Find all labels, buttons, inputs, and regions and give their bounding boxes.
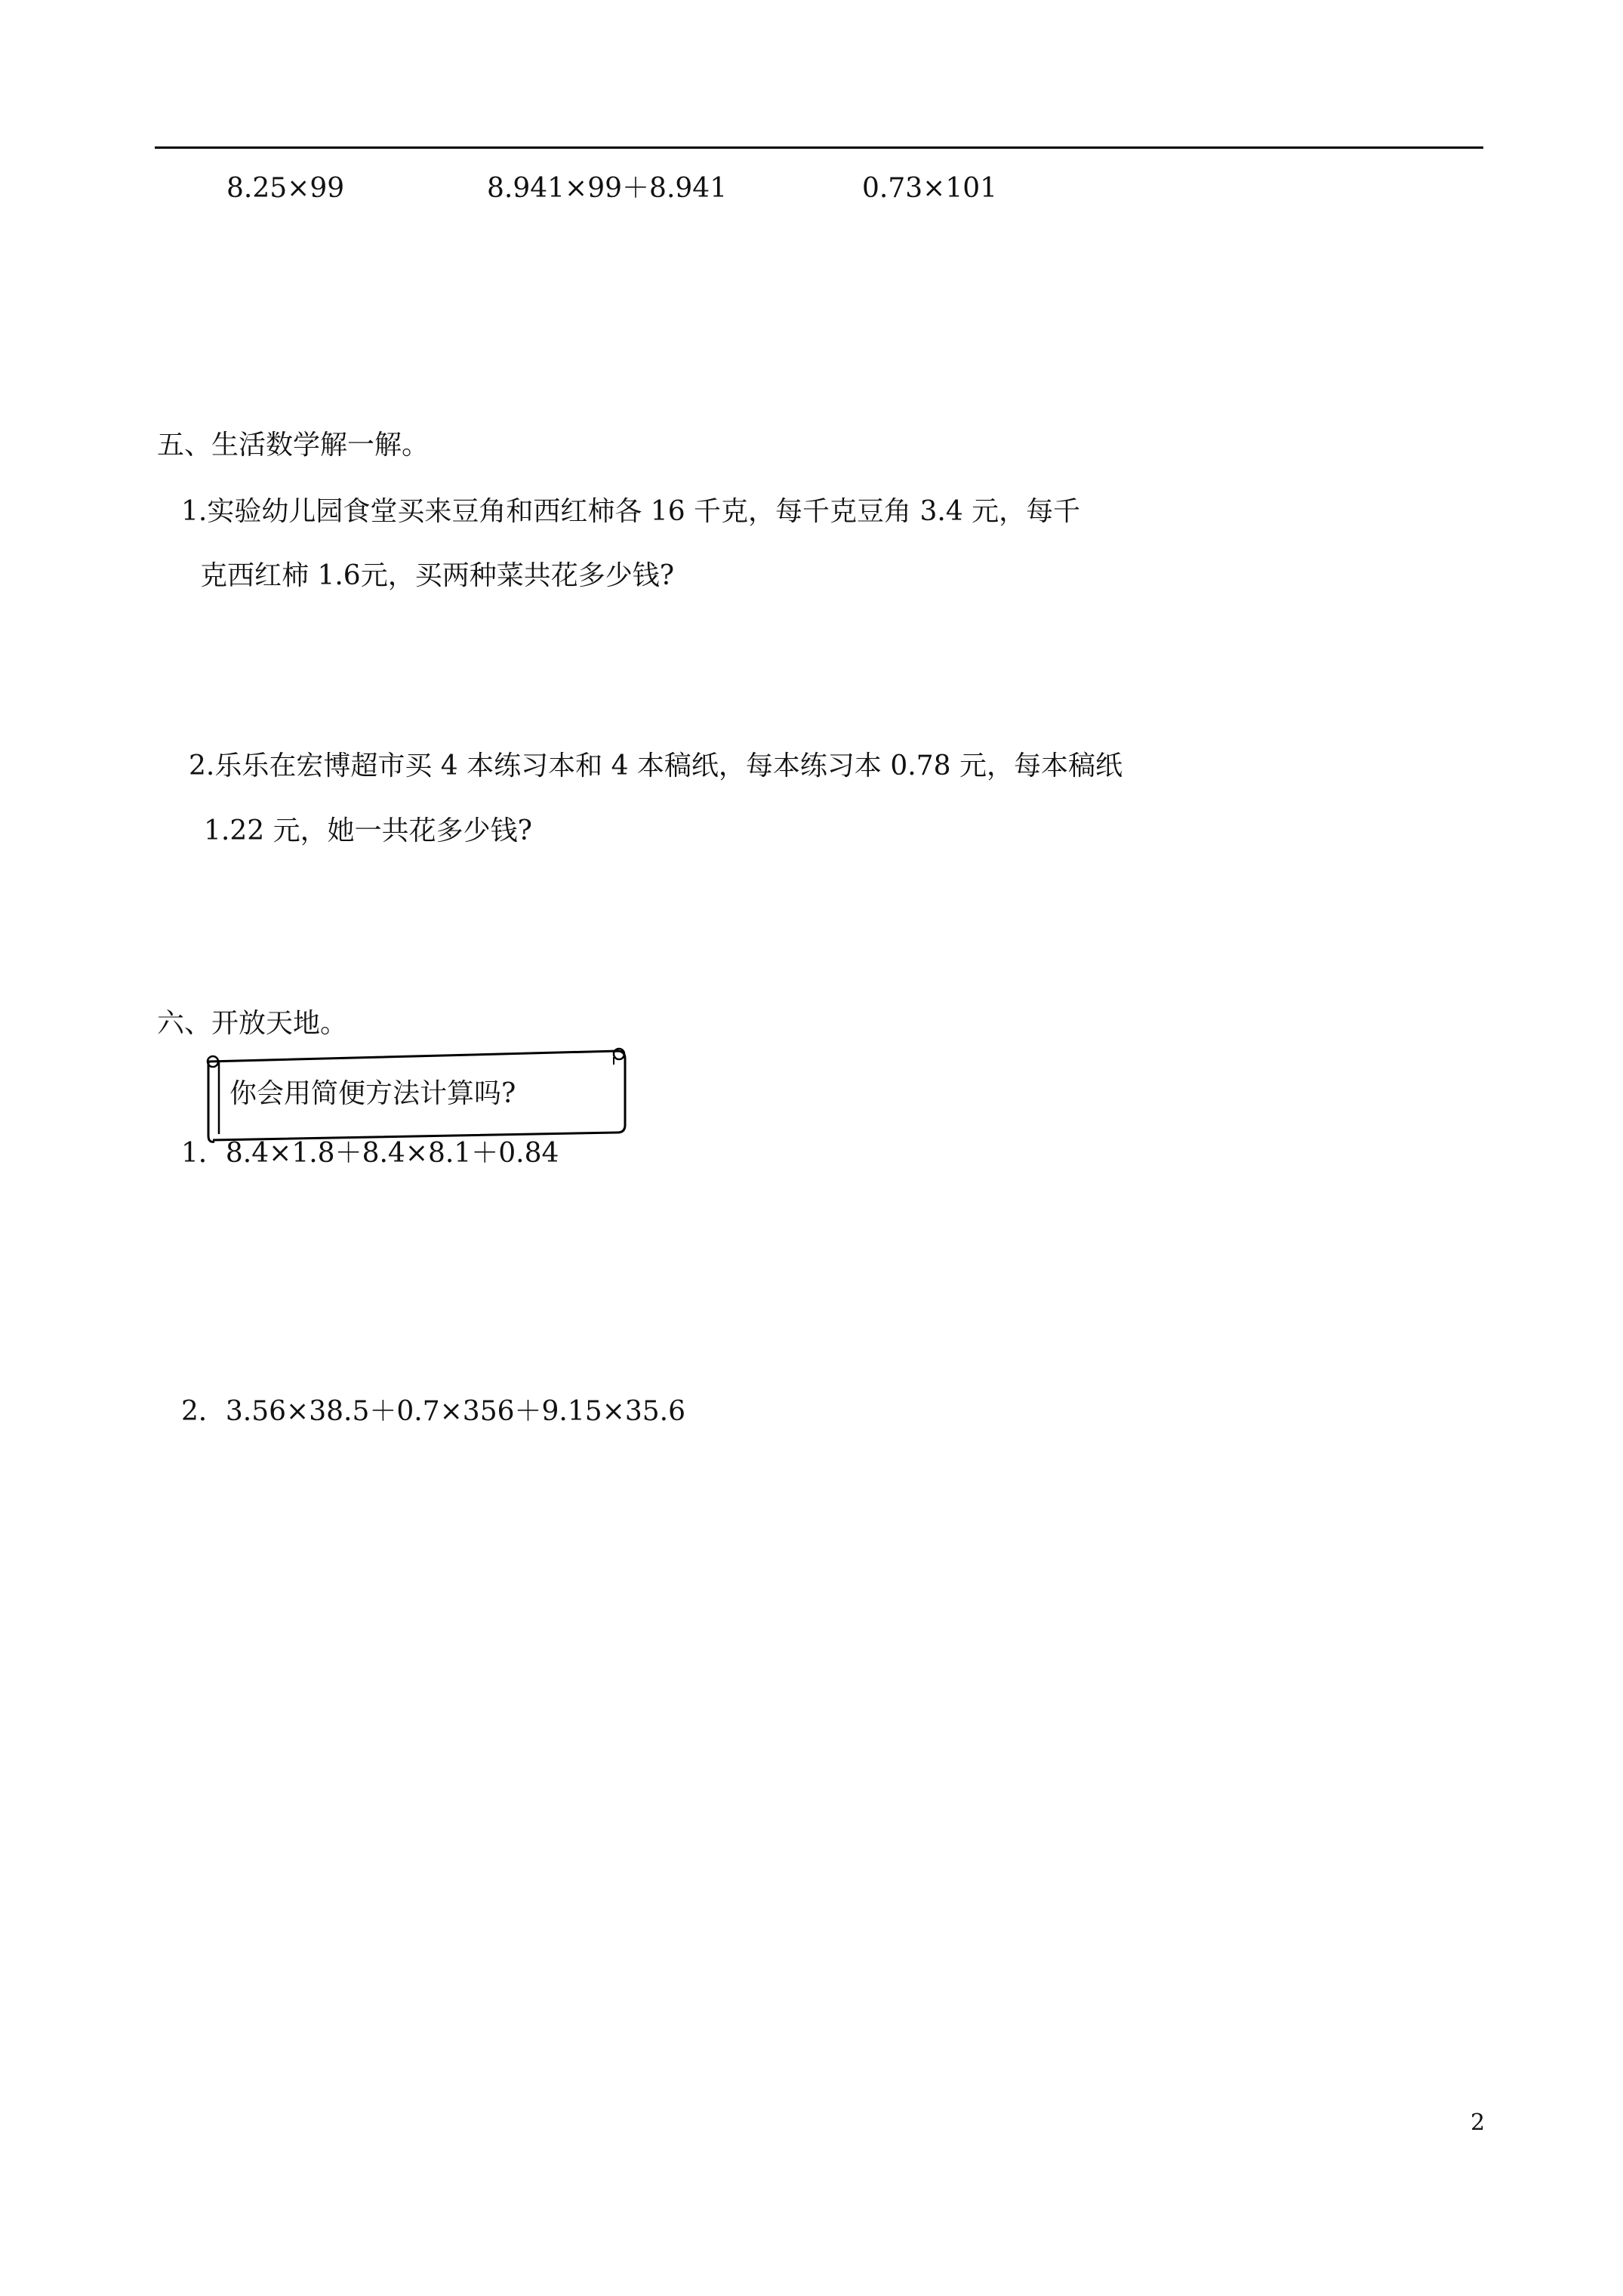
page-number: 2	[1471, 2110, 1486, 2136]
question-1-line-2: 克西红柿 1.6元，买两种菜共花多少钱?	[200, 560, 674, 591]
question-2-line-2: 1.22 元，她一共花多少钱?	[204, 815, 532, 846]
section-five-title: 五、生活数学解一解。	[157, 430, 430, 461]
header-rule	[155, 146, 1483, 149]
section-six-title: 六、开放天地。	[157, 1008, 348, 1039]
open-question-2: 2．3.56×38.5＋0.7×356＋9.15×35.6	[181, 1396, 685, 1427]
scroll-banner-text: 你会用简便方法计算吗?	[229, 1078, 516, 1109]
question-1-line-1: 1.实验幼儿园食堂买来豆角和西红柿各 16 千克，每千克豆角 3.4 元，每千	[181, 496, 1081, 527]
calc-item-1: 8.25×99	[226, 173, 345, 204]
calc-item-3: 0.73×101	[862, 173, 998, 204]
question-2-line-1: 2.乐乐在宏博超市买 4 本练习本和 4 本稿纸，每本练习本 0.78 元，每本稿纸	[189, 750, 1123, 781]
scroll-banner	[202, 1046, 633, 1145]
open-question-1: 1．8.4×1.8＋8.4×8.1＋0.84	[181, 1138, 559, 1169]
calc-item-2: 8.941×99＋8.941	[487, 173, 728, 204]
